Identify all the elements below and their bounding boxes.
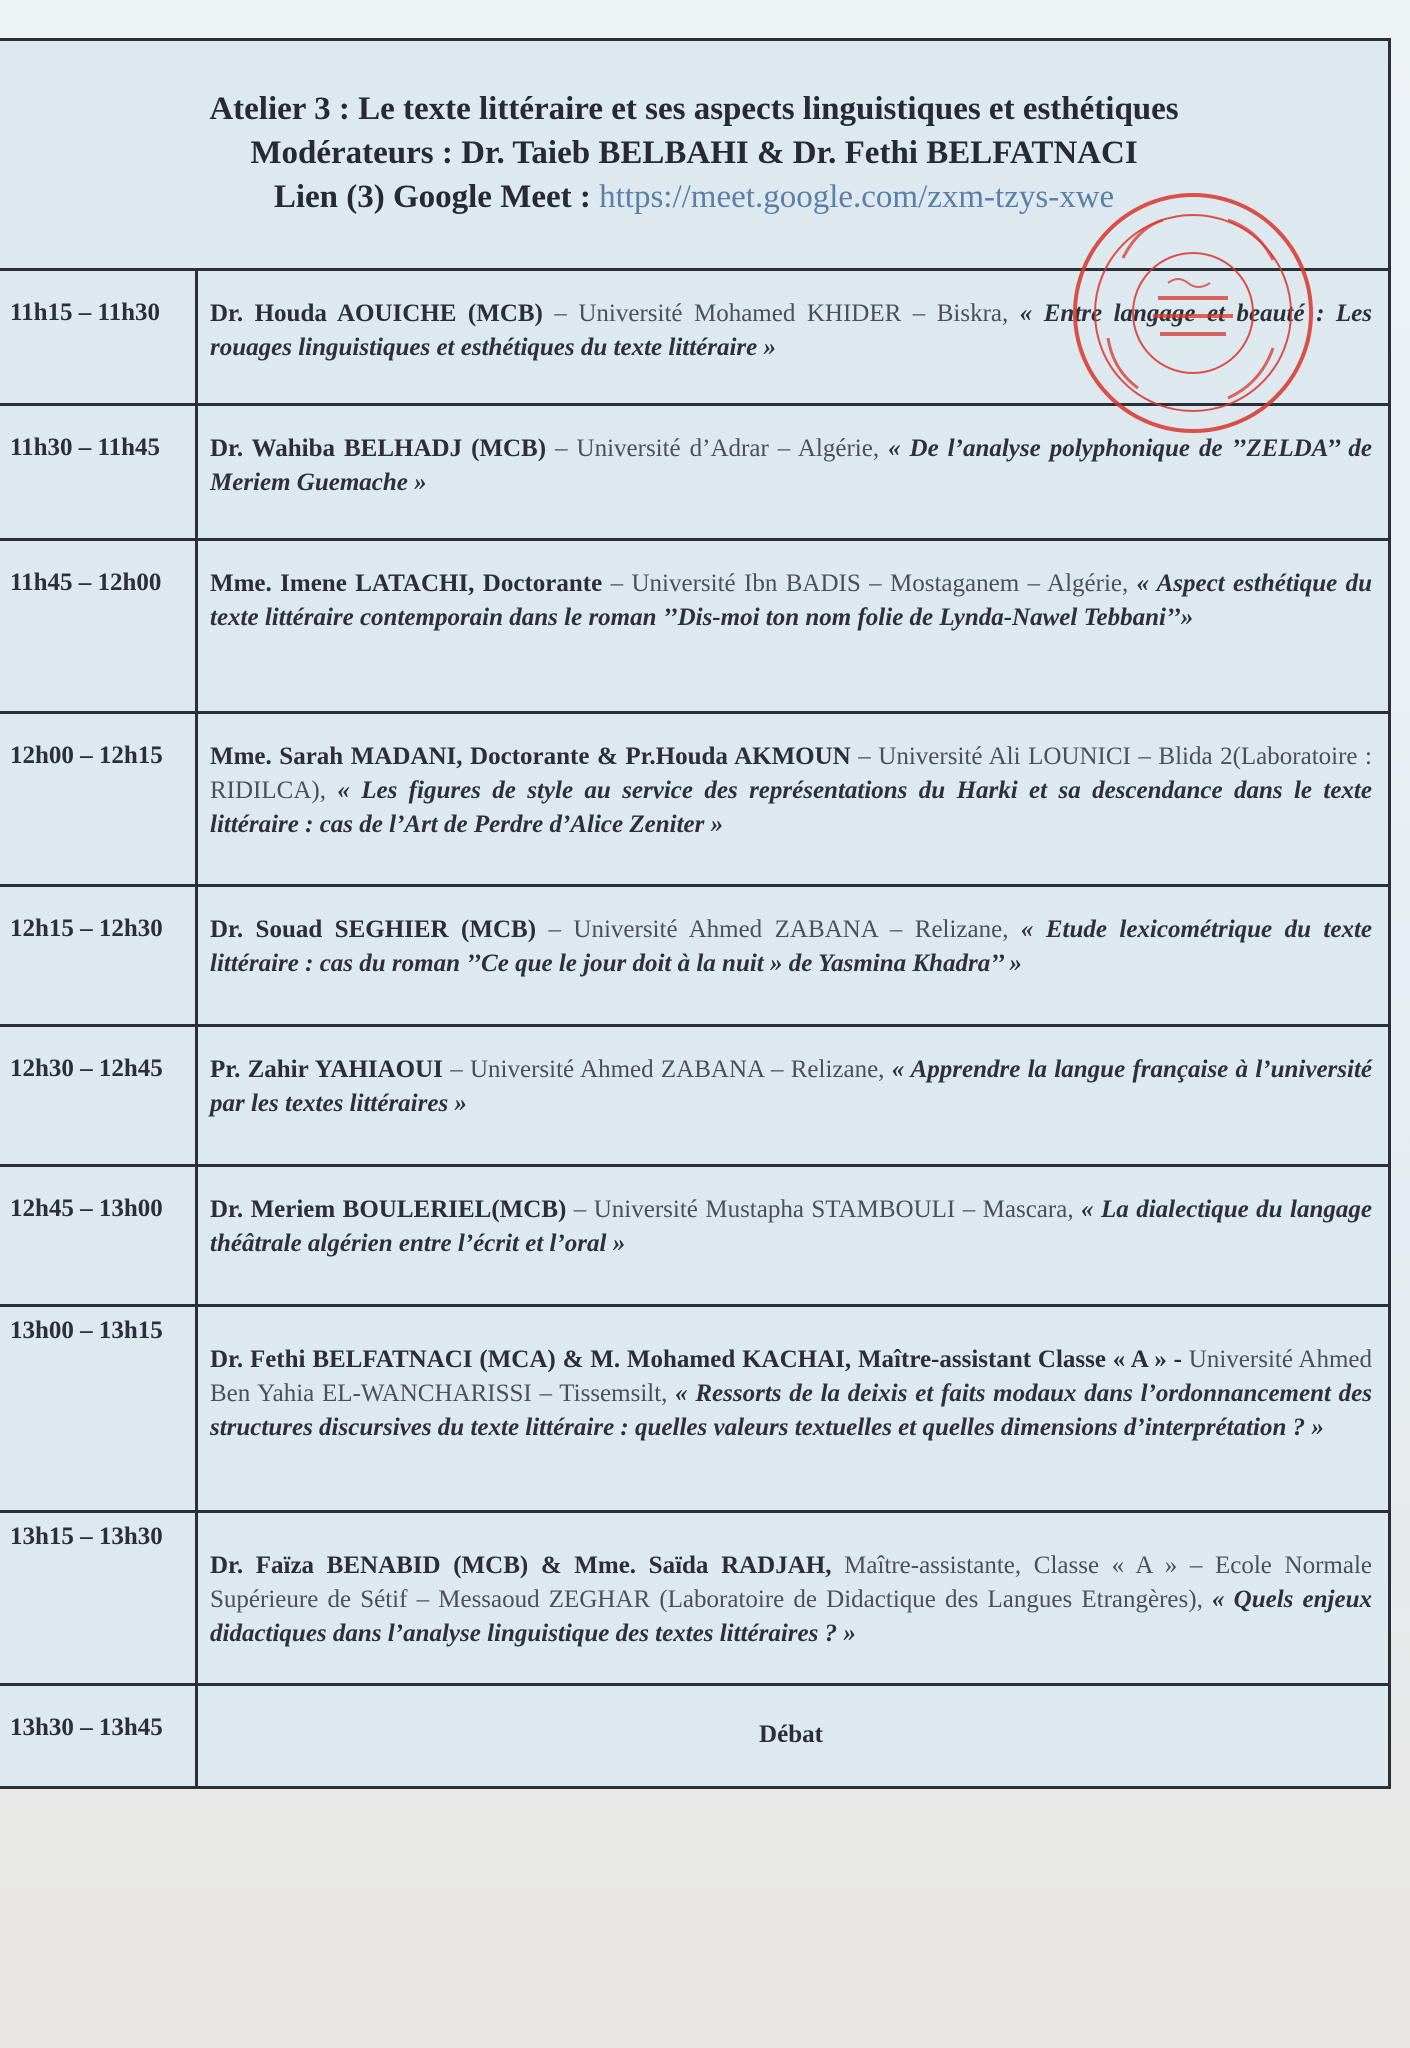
affiliation: – Université Ahmed ZABANA – Relizane, <box>442 1056 892 1083</box>
talk-title: « De l’analyse polyphonique de ’’ZELDA’’ de Meriem Guemache » <box>210 435 1372 496</box>
session-time: 12h00 – 12h15 <box>0 714 198 884</box>
session-desc <box>198 887 1388 1024</box>
speaker: Dr. Souad SEGHIER (MCB) <box>210 916 537 943</box>
session-row <box>0 714 1388 887</box>
speaker: Mme. Sarah MADANI, Doctorante & Pr.Houda AKMOUN <box>210 743 851 770</box>
session-time: 11h30 – 11h45 <box>0 406 198 538</box>
session-time: 11h45 – 12h00 <box>0 541 198 711</box>
talk-title: « Etude lexicométrique du texte littéraire : cas du roman ’’Ce que le jour doit à la nuit » de Yasmina Khadra’’ » <box>210 916 1372 977</box>
session-row <box>0 1513 1388 1686</box>
speaker: Dr. Meriem BOULERIEL(MCB) <box>210 1196 567 1223</box>
debate-row <box>0 1686 1388 1786</box>
session-desc <box>198 714 1388 884</box>
affiliation: – Université Ibn BADIS – Mostaganem – Algérie, <box>602 570 1137 597</box>
session-time: 12h30 – 12h45 <box>0 1027 198 1164</box>
talk-title: « Apprendre la langue française à l’université par les textes littéraires » <box>210 1056 1372 1117</box>
speaker: Dr. Fethi BELFATNACI (MCA) & M. Mohamed KACHAI, Maître-assistant Classe « A » - <box>210 1346 1182 1373</box>
meet-link-label: Lien (3) Google Meet : <box>273 179 591 215</box>
affiliation: – Université Ali LOUNICI – Blida 2(Laboratoire : RIDILCA), <box>210 743 1372 804</box>
session-row <box>0 541 1388 714</box>
speaker: Dr. Wahiba BELHADJ (MCB) <box>210 435 547 462</box>
affiliation: Maître-assistante, Classe « A » – Ecole Normale Supérieure de Sétif – Messaoud ZEGHAR (Laboratoire de Didactique des Langues Etrangères), <box>210 1552 1372 1613</box>
program-table <box>0 38 1391 1789</box>
talk-title: « Les figures de style au service des représentations du Harki et sa descendance dans le texte littéraire : cas de l’Art de Perdre d’Alice Zeniter » <box>210 777 1372 838</box>
speaker: Dr. Houda AOUICHE (MCB) <box>210 300 543 327</box>
session-time: 12h45 – 13h00 <box>0 1167 198 1304</box>
session-row <box>0 1027 1388 1167</box>
debate-label: Débat <box>759 1721 823 1748</box>
talk-title: « La dialectique du langage théâtrale algérien entre l’écrit et l’oral » <box>210 1196 1372 1257</box>
meet-link-line <box>0 175 1388 219</box>
session-desc <box>198 406 1388 538</box>
talk-title: « Ressorts de la deixis et faits modaux dans l’ordonnancement des structures discursives du texte littéraire : quelles valeurs textuelles et quelles dimensions d’interprétation ? » <box>210 1380 1372 1441</box>
session-row <box>0 406 1388 541</box>
session-row <box>0 271 1388 406</box>
workshop-title: Atelier 3 : Le texte littéraire et ses aspects linguistiques et esthétiques <box>209 91 1179 127</box>
session-desc <box>198 1027 1388 1164</box>
workshop-header <box>0 41 1388 271</box>
talk-title: « Quels enjeux didactiques dans l’analyse linguistique des textes littéraires ? » <box>210 1586 1372 1647</box>
speaker: Mme. Imene LATACHI, Doctorante <box>210 570 603 597</box>
session-desc <box>198 271 1388 403</box>
affiliation: – Université Mohamed KHIDER – Biskra, <box>542 300 1020 327</box>
session-time: 13h30 – 13h45 <box>0 1686 198 1786</box>
session-desc <box>198 541 1388 711</box>
session-desc <box>198 1513 1388 1683</box>
session-time: 11h15 – 11h30 <box>0 271 198 403</box>
talk-title: « Entre langage et beauté : Les rouages linguistiques et esthétiques du texte littéraire » <box>210 300 1372 361</box>
meet-link[interactable]: https://meet.google.com/zxm-tzys-xwe <box>599 179 1115 215</box>
affiliation: – Université Ahmed ZABANA – Relizane, <box>536 916 1021 943</box>
session-row <box>0 1307 1388 1513</box>
session-row <box>0 887 1388 1027</box>
talk-title: « Aspect esthétique du texte littéraire contemporain dans le roman ’’Dis-moi ton nom folie de Lynda-Nawel Tebbani’’» <box>210 570 1372 631</box>
speaker: Pr. Zahir YAHIAOUI <box>210 1056 443 1083</box>
session-desc <box>198 1167 1388 1304</box>
session-desc <box>198 1307 1388 1510</box>
affiliation: – Université Mustapha STAMBOULI – Mascara, <box>566 1196 1082 1223</box>
session-time: 13h00 – 13h15 <box>0 1307 198 1510</box>
affiliation: Université Ahmed Ben Yahia EL-WANCHARISSI – Tissemsilt, <box>210 1346 1372 1407</box>
session-time: 13h15 – 13h30 <box>0 1513 198 1683</box>
session-row <box>0 1167 1388 1307</box>
speaker: Dr. Faïza BENABID (MCB) & Mme. Saïda RADJAH, <box>210 1552 832 1579</box>
session-time: 12h15 – 12h30 <box>0 887 198 1024</box>
affiliation: – Université d’Adrar – Algérie, <box>546 435 889 462</box>
moderators: Modérateurs : Dr. Taieb BELBAHI & Dr. Fethi BELFATNACI <box>250 135 1138 171</box>
